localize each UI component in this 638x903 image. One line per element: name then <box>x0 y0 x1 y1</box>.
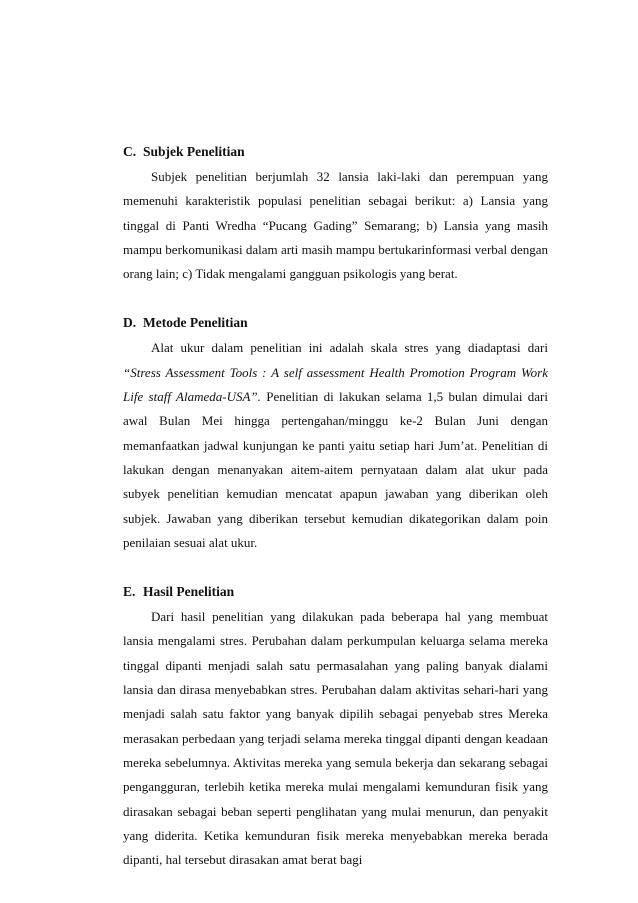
section-letter: C. <box>123 144 137 159</box>
section-heading-metode <box>123 311 548 335</box>
section-letter: E. <box>123 584 136 600</box>
paragraph-metode <box>123 336 548 555</box>
paragraph-subjek: Subjek penelitian berjumlah 32 lansia laki-laki dan perempuan yang memenuhi karakteristik populasi penelitian sebagai berikut: a) Lansia yang tinggal di Panti Wredha “Pucang Gading” Semarang; b) Lansia yang masih mampu berkomunikasi dalam arti masih mampu bertukarinformasi verbal dengan orang lain; c) Tidak mengalami gangguan psikologis yang berat. <box>123 169 548 282</box>
section-title: Metode Penelitian <box>143 315 248 331</box>
italic-source-title: “Stress Assessment Tools : A self assessment Health Promotion Program Work Life staff Alameda-USA”. <box>123 364 548 405</box>
section-heading-hasil <box>123 580 548 604</box>
section-letter: D. <box>123 315 137 331</box>
section-title: Subjek Penelitian <box>143 144 245 159</box>
paragraph-text: Penelitian di lakukan selama 1,5 bulan dimulai dari awal Bulan Mei hingga pertengahan/minggu ke-2 Bulan Juni dengan memanfaatkan jadwal kunjungan ke panti yaitu setiap hari Jum’at. Penelitian di lakukan dengan menanyakan aitem-aitem pernyataan dalam alat ukur pada subyek penelitian kemudian mencatat apapun jawaban yang diberikan oleh subjek. Jawaban yang diberikan tersebut kemudian dikategorikan dalam poin penilaian sesuai alat ukur. <box>123 389 548 550</box>
section-title: Hasil Penelitian <box>143 584 235 600</box>
paragraph-text: Alat ukur dalam penelitian ini adalah skala stres yang diadaptasi dari <box>151 340 548 356</box>
section-heading-subjek <box>123 140 548 164</box>
paragraph-hasil: Dari hasil penelitian yang dilakukan pada beberapa hal yang membuat lansia mengalami stres. Perubahan dalam perkumpulan keluarga selama mereka tinggal dipanti menjadi salah satu permasalahan yang paling banyak dialami lansia dan dirasa menyebabkan stres. Perubahan dalam aktivitas sehari-hari yang menjadi salah satu faktor yang banyak dipilih sebagai penyebab stres Mereka merasakan perbedaan yang terjadi selama mereka tinggal dipanti dengan keadaan mereka sebelumnya. Aktivitas mereka yang semula bekerja dan sekarang sebagai pengangguran, terlebih ketika mereka mulai mengalami kemunduran fisik yang dirasakan sebagai beban seperti penglihatan yang mulai menurun, dan penyakit yang diderita. Ketika kemunduran fisik mereka menyebabkan mereka berada dipanti, hal tersebut dirasakan amat berat bagi <box>123 609 548 868</box>
document-page <box>123 140 548 872</box>
